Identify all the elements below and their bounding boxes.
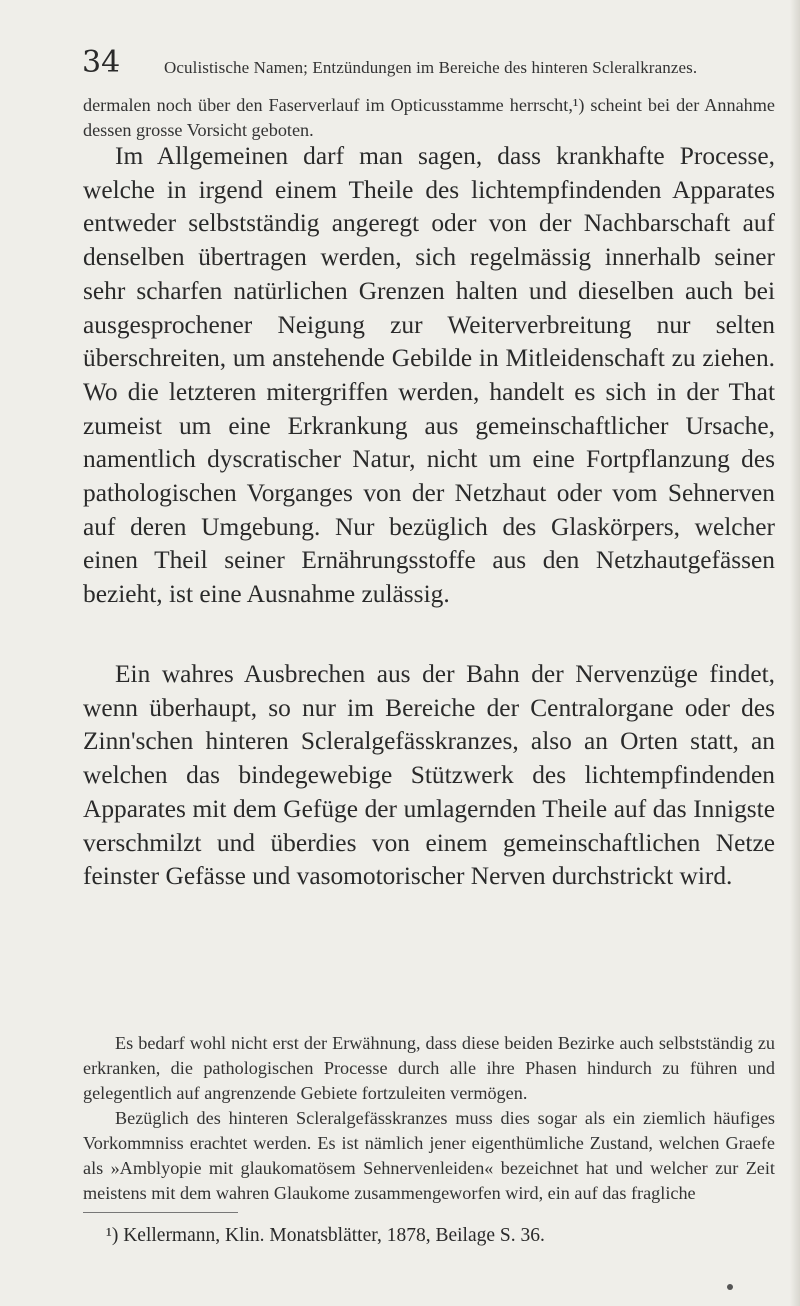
page-edge-shadow xyxy=(790,0,800,1306)
running-title: Oculistische Namen; Entzündungen im Bereiche des hinteren Scleralkranzes. xyxy=(164,58,698,77)
footnote-rule xyxy=(83,1212,238,1213)
footnote: ¹) Kellermann, Klin. Monatsblätter, 1878, Beilage S. 36. xyxy=(106,1225,545,1246)
page-number: 34 xyxy=(82,45,121,80)
page-header xyxy=(82,46,782,84)
paragraph-continuation: dermalen noch über den Faserverlauf im Opticusstamme herrscht,¹) scheint bei der Annahme dessen grosse Vorsicht geboten. xyxy=(83,95,775,140)
paragraph-small-1: Es bedarf wohl nicht erst der Erwähnung, dass diese beiden Bezirke auch selbstständig zu erkranken, die pathologischen Processe durch alle ihre Phasen hindurch zu führen und gelegentlich auf angrenzende Gebiete fortzuleiten vermögen. xyxy=(83,1033,775,1103)
print-speck xyxy=(727,1284,733,1290)
paragraph-main-2: Ein wahres Ausbrechen aus der Bahn der Nervenzüge findet, wenn überhaupt, so nur im Bereiche der Centralorgane oder des Zinn'schen hinteren Scleralgefässkranzes, also an Orten statt, an welchen das bindegewebige Stützwerk des lichtempfindenden Apparates mit dem Gefüge der umlagernden Theile auf das Innigste verschmilzt und überdies von einem gemeinschaftlichen Netze feinster Gefässe und vasomotorischer Nerven durchstrickt wird. xyxy=(83,660,775,891)
paragraph-small-2: Bezüglich des hinteren Scleralgefässkranzes muss dies sogar als ein ziemlich häufiges Vorkommniss erachtet werden. Es ist nämlich jener eigenthümliche Zustand, welchen Graefe als »Amblyopie mit glaukomatösem Sehnervenleiden« bezeichnet hat und welcher zur Zeit meistens mit dem wahren Glaukome zusammengeworfen wird, ein auf das fragliche xyxy=(83,1108,775,1203)
paragraph-main-1: Im Allgemeinen darf man sagen, dass krankhafte Processe, welche in irgend einem Theile des lichtempfindenden Apparates entweder selbstständig angeregt oder von der Nachbarschaft auf denselben übertragen werden, sich regelmässig innerhalb seiner sehr scharfen natürlichen Grenzen halten und dieselben auch bei ausgesprochener Neigung zur Weiterverbreitung nur selten überschreiten, um anstehende Gebilde in Mitleidenschaft zu ziehen. Wo die letzteren mitergriffen werden, handelt es sich in der That zumeist um eine Erkrankung aus gemeinschaftlicher Ursache, namentlich dyscratischer Natur, nicht um eine Fortpflanzung des pathologischen Vorganges von der Netzhaut oder vom Sehnerven auf deren Umgebung. Nur bezüglich des Glaskörpers, welcher einen Theil seiner Ernährungsstoffe aus den Netzhautgefässen bezieht, ist eine Ausnahme zulässig. xyxy=(83,142,775,609)
